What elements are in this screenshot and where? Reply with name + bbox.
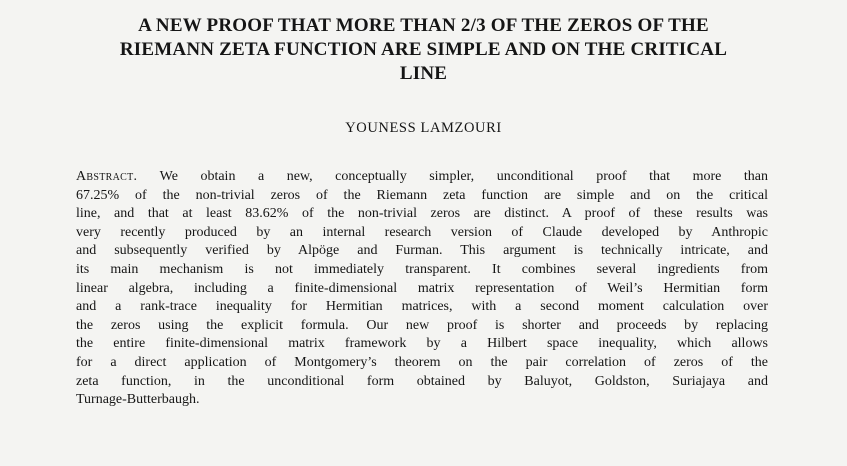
author-name: YOUNESS LAMZOURI [345,120,502,136]
title-line: LINE [399,63,448,84]
title-line: RIEMANN ZETA FUNCTION ARE SIMPLE AND ON THE CRITICAL [119,39,728,60]
title-line: A NEW PROOF THAT MORE THAN 2/3 OF THE ZEROS OF THE [138,15,709,36]
abstract-line: its main mechanism is not immediately transparent. It combines several ingredients from [76,261,768,277]
abstract-line [76,168,768,187]
abstract-line: and a rank-trace inequality for Hermitian matrices, with a second moment calculation over [76,299,768,315]
abstract-line: Turnage-Butterbaugh. [76,392,200,408]
abstract-line: zeta function, in the unconditional form obtained by Baluyot, Goldston, Suriajaya and [76,373,768,389]
abstract-line: and subsequently verified by Alpöge and Furman. This argument is technically intricate, and [76,243,768,259]
abstract-text: We obtain a new, conceptually simpler, unconditional proof that more than [137,169,768,184]
paper-title [20,14,827,86]
abstract-line: the entire finite-dimensional matrix framework by a Hilbert space inequality, which allows [76,336,768,352]
abstract-label: Abstract. [76,169,138,184]
abstract-line: very recently produced by an internal research version of Claude developed by Anthropic [76,224,768,240]
abstract-line: the zeros using the explicit formula. Our new proof is shorter and proceeds by replacing [76,317,768,333]
abstract-line: linear algebra, including a finite-dimensional matrix representation of Weil’s Hermitian form [76,280,768,296]
abstract-line: 67.25% of the non-trivial zeros of the Riemann zeta function are simple and on the critical [76,187,768,203]
abstract-line: for a direct application of Montgomery’s theorem on the pair correlation of zeros of the [76,354,768,370]
abstract [76,168,768,410]
abstract-line: line, and that at least 83.62% of the non-trivial zeros are distinct. A proof of these results was [76,206,768,222]
